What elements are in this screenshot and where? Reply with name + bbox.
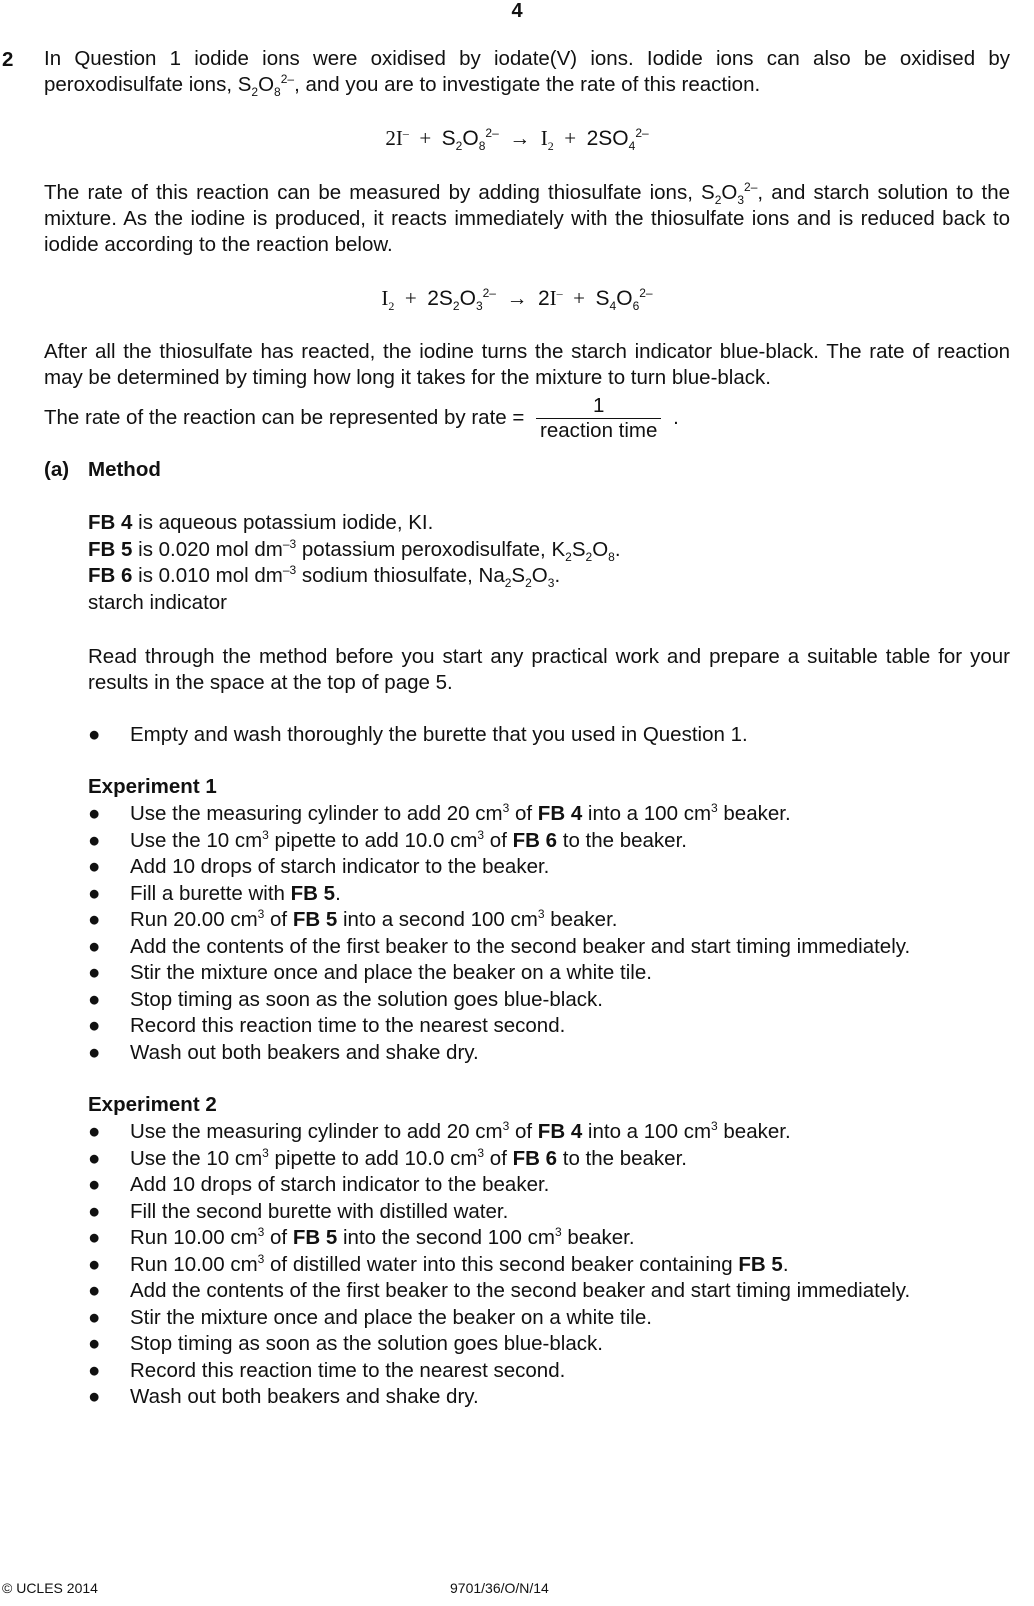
bullet-icon: ● <box>88 1332 101 1355</box>
list-item <box>88 1331 1010 1358</box>
list-item <box>88 1384 1010 1411</box>
step-text: Add 10 drops of starch indicator to the beaker. <box>130 855 550 878</box>
list-item <box>88 1040 1010 1067</box>
bullet-icon: ● <box>88 908 101 931</box>
list-item <box>88 934 1010 961</box>
experiment-1-steps <box>88 801 1010 1066</box>
list-item <box>88 987 1010 1014</box>
step-text: Use the measuring cylinder to add 20 $cm^3$ of FB 4 into a 100 $cm^3$ beaker. <box>130 801 791 825</box>
step-text: Run 10.00 $cm^3$ of distilled water into this second beaker containing FB 5. <box>130 1251 789 1276</box>
step-text: Fill a burette with FB 5. <box>130 881 341 905</box>
part-a-label: (a) <box>44 458 70 481</box>
bullet-icon: ● <box>88 1279 101 1302</box>
step-text: Fill the second burette with distilled water. <box>130 1199 509 1223</box>
reagent-fb4: FB 4 is aqueous potassium iodide, KI. <box>88 511 434 534</box>
list-item <box>88 881 1010 908</box>
experiment-2-heading: Experiment 2 <box>88 1093 217 1116</box>
list-item <box>88 1225 1010 1252</box>
bullet-icon: ● <box>88 723 101 746</box>
instruction-paragraph: Read through the method before you start any practical work and prepare a suitable table for your results in the space at the top of page 5. <box>88 645 1010 694</box>
bullet-icon: ● <box>88 855 101 878</box>
step-text: Stop timing as soon as the solution goes blue-black. <box>130 1332 603 1355</box>
bullet-icon: ● <box>88 1305 101 1329</box>
reagent-list <box>88 510 1010 616</box>
list-item <box>88 828 1010 855</box>
list-item <box>88 1172 1010 1199</box>
bullet-icon: ● <box>88 802 101 825</box>
list-item <box>88 1119 1010 1146</box>
bullet-icon: ● <box>88 1385 101 1408</box>
bullet-icon: ● <box>88 1146 101 1170</box>
list-item <box>88 907 1010 934</box>
bullet-icon: ● <box>88 1040 101 1064</box>
step-text: Add the contents of the first beaker to the second beaker and start timing immediately. <box>130 934 911 958</box>
list-item <box>88 1252 1010 1279</box>
list-item <box>88 854 1010 881</box>
bullet-icon: ● <box>88 934 101 958</box>
bullet-icon: ● <box>88 1226 101 1249</box>
starch-paragraph: After all the thiosulfate has reacted, the iodine turns the starch indicator blue-black. The rate of reaction may be determined by timing how long it takes for the mixture to turn blue-black. <box>44 340 1010 389</box>
page-number: 4 <box>511 0 523 22</box>
list-item <box>88 1146 1010 1173</box>
bullet-icon: ● <box>88 1199 101 1223</box>
list-item <box>88 1278 1010 1305</box>
bullet-icon: ● <box>88 1358 101 1382</box>
paper-code: 9701/36/O/N/14 <box>450 1580 549 1596</box>
experiment-2-steps <box>88 1119 1010 1411</box>
step-text: Record this reaction time to the nearest second. <box>130 1014 566 1037</box>
method-heading: Method <box>88 458 161 481</box>
step-text: Stop timing as soon as the solution goes blue-black. <box>130 987 603 1011</box>
bullet-icon: ● <box>88 961 101 984</box>
bullet-icon: ● <box>88 881 101 905</box>
rate-expression: The rate of the reaction can be represented by rate = $\frac{1}{\text{reaction time}}$ . <box>44 394 679 442</box>
list-item <box>88 960 1010 987</box>
bullet-icon: ● <box>88 1173 101 1196</box>
bullet-icon: ● <box>88 1120 101 1143</box>
bullet-icon: ● <box>88 1014 101 1037</box>
step-text: Use the 10 $cm^3$ pipette to add 10.0 $cm^3$ of FB 6 to the beaker. <box>130 827 687 852</box>
list-item <box>88 1199 1010 1226</box>
step-text: Add 10 drops of starch indicator to the beaker. <box>130 1173 550 1196</box>
step-text: Run 10.00 $cm^3$ of FB 5 into the second 100 $cm^3$ beaker. <box>130 1225 635 1249</box>
prep-list <box>88 722 1010 749</box>
bullet-icon: ● <box>88 1252 101 1276</box>
bullet-icon: ● <box>88 828 101 852</box>
step-text: Record this reaction time to the nearest second. <box>130 1358 566 1382</box>
step-text: Stir the mixture once and place the beaker on a white tile. <box>130 1305 652 1329</box>
step-text: Wash out both beakers and shake dry. <box>130 1385 479 1408</box>
equation-thiosulfate: $I_2 + 2S_2O_3^{2-} \to 2I^- + S_4O_6^{2-}$ <box>381 286 653 314</box>
list-item <box>88 1013 1010 1040</box>
list-item <box>88 801 1010 828</box>
experiment-1-heading: Experiment 1 <box>88 775 217 798</box>
bullet-icon: ● <box>88 987 101 1011</box>
thiosulfate-paragraph: The rate of this reaction can be measured by adding thiosulfate ions, $S_2O_3^{2-}$, and starch solution to the mixture. As the iodine is produced, it reacts immediately with the thiosulfate ions and is reduced back to iodide according to the reaction below. <box>44 180 1010 256</box>
step-text: Wash out both beakers and shake dry. <box>130 1040 479 1064</box>
step-text: Stir the mixture once and place the beaker on a white tile. <box>130 961 652 984</box>
step-text: Run 20.00 $cm^3$ of FB 5 into a second 100 $cm^3$ beaker. <box>130 907 618 931</box>
rate-fraction: $\frac{1}{\text{reaction time}}$ <box>536 394 661 443</box>
step-text: Use the measuring cylinder to add 20 $cm^3$ of FB 4 into a 100 $cm^3$ beaker. <box>130 1119 791 1143</box>
reagent-fb6: FB 6 is 0.010 mol $dm^{-3}$ sodium thiosulfate, $Na_2S_2O_3$. <box>88 563 561 591</box>
step-text: Add the contents of the first beaker to the second beaker and start timing immediately. <box>130 1279 911 1302</box>
list-item <box>88 1358 1010 1385</box>
step-text: Use the 10 $cm^3$ pipette to add 10.0 $cm^3$ of FB 6 to the beaker. <box>130 1145 687 1170</box>
intro-paragraph: In Question 1 iodide ions were oxidised by iodate(V) ions. Iodide ions can also be oxidised by peroxodisulfate ions, $S_2O_8^{2-}$, and you are to investigate the rate of this reaction. <box>44 47 1010 100</box>
copyright: © UCLES 2014 <box>2 1580 98 1596</box>
reagent-starch: starch indicator <box>88 590 228 614</box>
list-item: ● Empty and wash thoroughly the burette that you used in Question 1. <box>88 722 1010 749</box>
question-number: 2 <box>2 48 14 71</box>
reagent-fb5: FB 5 is 0.020 mol $dm^{-3}$ potassium peroxodisulfate, $K_2S_2O_8$. <box>88 536 621 564</box>
list-item <box>88 1305 1010 1332</box>
equation-peroxodisulfate: $2I^- + S_2O_8^{2-} \to I_2 + 2SO_4^{2-}$ <box>385 126 649 154</box>
